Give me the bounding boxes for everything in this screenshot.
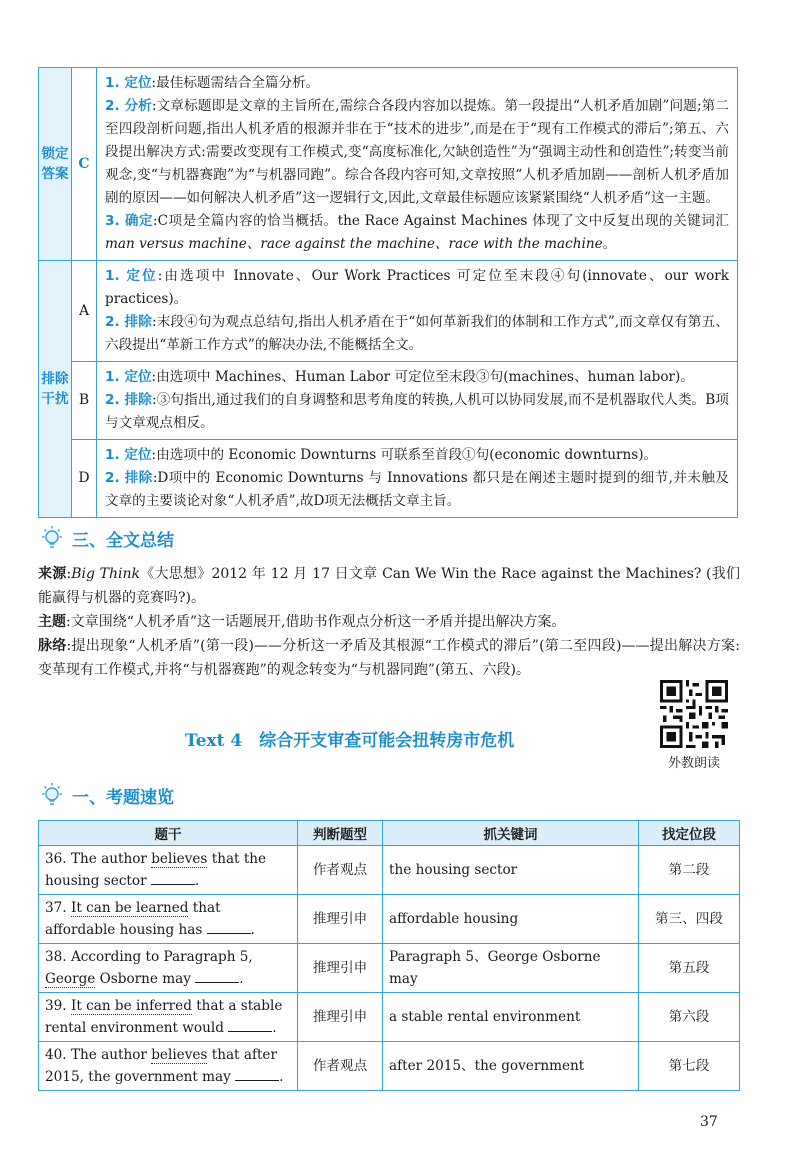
option-letter: B [72, 362, 97, 440]
option-b-row [39, 362, 738, 440]
question-keyword: affordable housing [383, 895, 639, 944]
answer-blank [228, 1017, 272, 1032]
option-body [97, 362, 738, 440]
answer-blank [195, 968, 239, 983]
question-type: 作者观点 [298, 846, 383, 895]
question-keyword: the housing sector [383, 846, 639, 895]
source-text: 《大思想》2012 年 12 月 17 日文章 Can We Win the Race against the Machines? (我们能赢得与机器的竞赛吗?)。 [38, 566, 741, 606]
step-key: 1. 定位 [105, 447, 152, 463]
lock-answer-row [39, 68, 738, 261]
context-text: :提出现象“人机矛盾”(第一段)——分析这一矛盾及其根源“工作模式的滞后”(第二至四段)——提出解决方案:变革现有工作模式,并将“与机器赛跑”的观念转变为“与机器同跑”(第五、六段)。 [38, 638, 740, 678]
qr-code-icon[interactable] [660, 680, 728, 748]
table-row [39, 944, 740, 993]
answer-analysis-table [38, 67, 738, 518]
step-text: :由选项中 Innovate、Our Work Practices 可定位至末段④句(innovate、our work practices)。 [105, 268, 730, 307]
page-number: 37 [700, 1114, 718, 1130]
header-stem: 题干 [39, 821, 298, 846]
option-letter: D [72, 440, 97, 518]
answer-blank [207, 919, 251, 934]
step-key: 2. 排除 [105, 314, 152, 330]
question-keyword: after 2015、the government [383, 1042, 639, 1091]
summary-section-header [38, 522, 174, 554]
keyword-phrases: man versus machine、race against the machine、race with the machine [105, 236, 603, 252]
step-tail: 。 [602, 236, 617, 252]
step-text: :D项中的 Economic Downturns 与 Innovations 都只是在阐述主题时提到的细节,并未触及文章的主要谈论对象“人机矛盾”,故D项无法概括文章主旨。 [105, 470, 729, 509]
option-letter: A [72, 261, 97, 362]
table-row [39, 846, 740, 895]
step-text: :③句指出,通过我们的自身调整和思考角度的转换,人机可以协同发展,而不是机器取代人类。B项与文章观点相反。 [105, 392, 729, 431]
source-line: 来源:Big Think《大思想》2012 年 12 月 17 日文章 Can We Win the Race against the Machines? (我们能赢得与机器的竞赛吗?)。 [38, 566, 741, 606]
stem-keyword: believes [151, 851, 208, 867]
question-stem: 39. It can be inferred that a stable rental environment would . [39, 993, 298, 1042]
lightbulb-icon [38, 781, 66, 809]
qr-label: 外教朗读 [667, 756, 720, 771]
summary-body [38, 562, 740, 682]
option-d-row [39, 440, 738, 518]
stem-keyword: believes [151, 1047, 208, 1063]
source-publication: Big Think [71, 566, 140, 582]
question-keyword: Paragraph 5、George Osborne may [383, 944, 639, 993]
answer-blank [151, 870, 195, 885]
step-key: 2. 排除 [105, 470, 153, 486]
step-text: :最佳标题需结合全篇分析。 [151, 75, 320, 91]
question-paragraph: 第三、四段 [639, 895, 740, 944]
question-paragraph: 第六段 [639, 993, 740, 1042]
question-keyword: a stable rental environment [383, 993, 639, 1042]
theme-label: 主题 [38, 614, 66, 630]
stem-keyword: It can be learned [70, 900, 189, 916]
question-type: 推理引申 [298, 944, 383, 993]
lock-answer-label: 锁定答案 [39, 68, 72, 261]
step-key: 1. 定位 [105, 369, 152, 385]
table-row [39, 895, 740, 944]
question-type: 推理引申 [298, 895, 383, 944]
section-title: 三、全文总结 [72, 530, 174, 551]
question-stem: 40. The author believes that after 2015, the government may . [39, 1042, 298, 1091]
question-stem: 38. According to Paragraph 5, George Osborne may . [39, 944, 298, 993]
stem-keyword: It can be inferred [70, 998, 192, 1014]
step-text: :末段④句为观点总结句,指出人机矛盾在于“如何革新我们的体制和工作方式”,而文章仅有第五、六段提出“革新工作方式”的解决办法,不能概括全文。 [105, 314, 730, 353]
question-overview-table [38, 820, 740, 1091]
step-text: :文章标题即是文章的主旨所在,需综合各段内容加以提炼。第一段提出“人机矛盾加剧”问题;第二至四段剖析问题,指出人机矛盾的根源并非在于“技术的进步”,而是在于“现有工作模式的滞后”;第五、六段提出解决方式:需要改变现有工作模式,变“高度标准化,欠缺创造性”为“强调主动性和创造性”;转变当前观念,变“与机器赛跑”为“与机器同跑”。综合各段内容可知,文章按照“人机矛盾加剧——剖析人机矛盾加剧的原因——如何解决人机矛盾”这一逻辑行文,因此,文章最佳标题应该紧紧围绕“人机矛盾”这一主题。 [105, 98, 729, 206]
option-body [97, 261, 738, 362]
exclude-label: 排除干扰 [39, 261, 72, 518]
step-text: :由选项中 Machines、Human Labor 可定位至末段③句(machines、human labor)。 [151, 369, 694, 385]
question-stem: 36. The author believes that the housing sector . [39, 846, 298, 895]
question-stem: 37. It can be learned that affordable housing has . [39, 895, 298, 944]
step-text: :由选项中的 Economic Downturns 可联系至首段①句(economic downturns)。 [151, 447, 658, 463]
lock-answer-body [97, 68, 738, 261]
lightbulb-icon [38, 524, 66, 552]
question-paragraph: 第七段 [639, 1042, 740, 1091]
question-type: 作者观点 [298, 1042, 383, 1091]
question-paragraph: 第五段 [639, 944, 740, 993]
question-paragraph: 第二段 [639, 846, 740, 895]
source-label: 来源 [38, 566, 67, 582]
step-key: 3. 确定 [105, 213, 154, 229]
overview-section-header [38, 779, 174, 811]
header-paragraph: 找定位段 [639, 821, 740, 846]
theme-line [38, 610, 740, 634]
option-body [97, 440, 738, 518]
context-label: 脉络 [38, 638, 67, 654]
stem-keyword: George [45, 971, 96, 987]
theme-text: :文章围绕“人机矛盾”这一话题展开,借助书作观点分析这一矛盾并提出解决方案。 [66, 614, 566, 630]
table-row [39, 993, 740, 1042]
step-text: :C项是全篇内容的恰当概括。the Race Against Machines 体现了文中反复出现的关键词汇 [153, 213, 729, 229]
step-key: 2. 排除 [105, 392, 152, 408]
section-title: 一、考题速览 [72, 787, 174, 808]
text4-heading: Text 4 综合开支审查可能会扭转房市危机 [185, 731, 515, 751]
option-a-row [39, 261, 738, 362]
table-row [39, 1042, 740, 1091]
step-key: 1. 定位 [105, 268, 158, 284]
correct-option: C [72, 68, 97, 261]
step-key: 1. 定位 [105, 75, 152, 91]
step-key: 2. 分析 [105, 98, 152, 114]
table-header-row [39, 821, 740, 846]
header-type: 判断题型 [298, 821, 383, 846]
header-keyword: 抓关键词 [383, 821, 639, 846]
context-line [38, 634, 740, 682]
answer-blank [235, 1066, 279, 1081]
question-type: 推理引申 [298, 993, 383, 1042]
